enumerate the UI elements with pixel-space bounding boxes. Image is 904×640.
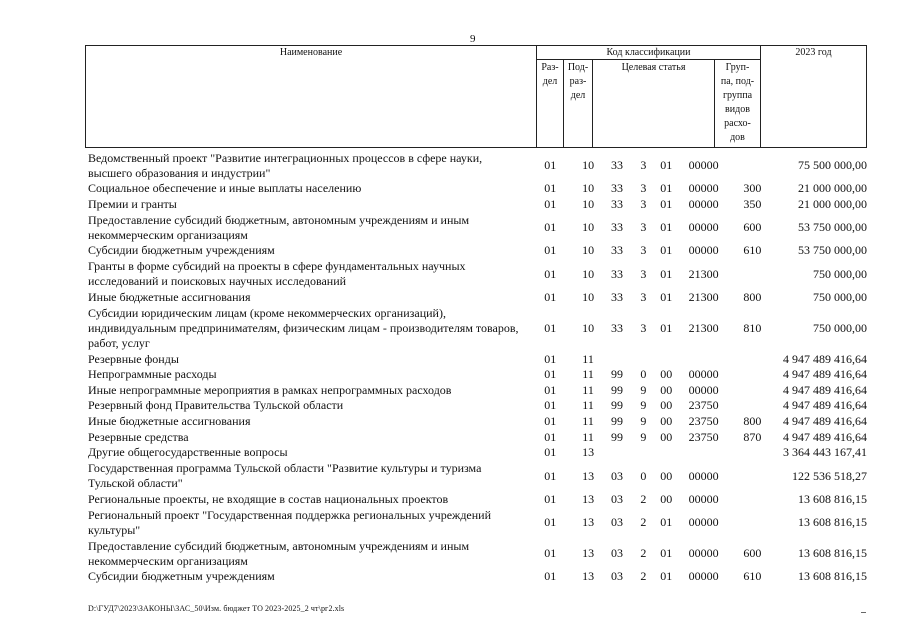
row-razdel: 01 — [544, 196, 557, 211]
header-group-line2: па, под- — [720, 76, 755, 87]
row-target-main: 00 — [660, 398, 673, 413]
header-group-line3: группа — [722, 90, 753, 101]
row-name-line: Региональные проекты, не входящие в состав национальных проектов — [88, 491, 449, 506]
row-razdel: 01 — [544, 367, 557, 382]
row-expense-group: 600 — [743, 546, 762, 561]
header-razdel-line2: дел — [542, 76, 558, 87]
row-expense-group: 300 — [743, 181, 762, 196]
table-row — [85, 429, 867, 445]
row-amount: 13 608 816,15 — [797, 546, 867, 561]
row-amount: 750 000,00 — [812, 266, 867, 281]
row-podrazdel: 11 — [582, 429, 594, 444]
header-razdel-line1: Раз- — [541, 62, 559, 73]
scan-mark — [861, 612, 866, 613]
row-razdel: 01 — [544, 569, 557, 584]
table-row — [85, 507, 867, 538]
row-target-program: 33 — [610, 158, 623, 172]
row-razdel: 01 — [544, 445, 557, 460]
row-name — [85, 430, 526, 445]
row-target-program: 03 — [610, 515, 623, 530]
row-target-program: 99 — [610, 367, 623, 382]
header-group-line4: видов — [725, 104, 750, 115]
table-row — [85, 197, 867, 213]
row-target-main: 01 — [660, 569, 673, 584]
row-target-sub: 3 — [640, 181, 647, 196]
row-name-line: работ, услуг — [88, 335, 150, 350]
row-target-direction: 00000 — [688, 468, 719, 483]
row-podrazdel: 11 — [582, 351, 594, 366]
row-amount: 13 608 816,15 — [797, 569, 867, 584]
table-row — [85, 290, 867, 306]
row-target-direction: 00000 — [688, 382, 719, 397]
row-name — [85, 492, 526, 507]
header-year: 2023 год — [795, 47, 832, 58]
header-group-line1: Груп- — [725, 62, 750, 73]
header-target-cell — [592, 59, 715, 148]
header-name-cell — [85, 45, 537, 148]
row-name-line: Резервные фонды — [88, 351, 179, 366]
row-razdel: 01 — [544, 181, 557, 196]
row-target-program: 03 — [610, 468, 623, 483]
row-target-direction: 23750 — [688, 429, 719, 444]
row-amount: 4 947 489 416,64 — [782, 382, 867, 397]
row-target-program: 99 — [610, 398, 623, 413]
row-name-line: Субсидии юридическим лицам (кроме некоммерческих организаций), — [88, 305, 446, 320]
row-podrazdel: 10 — [582, 243, 595, 258]
row-razdel: 01 — [544, 290, 557, 305]
row-amount: 4 947 489 416,64 — [782, 351, 867, 366]
row-amount: 21 000 000,00 — [797, 181, 867, 196]
row-name-line: Предоставление субсидий бюджетным, автономным учреждениям и иным — [88, 538, 470, 553]
table-header — [85, 45, 867, 148]
row-target-direction: 21300 — [688, 266, 719, 281]
row-expense-group: 810 — [743, 320, 762, 335]
row-target-direction: 00000 — [688, 491, 719, 506]
row-name — [85, 445, 526, 460]
row-name — [85, 398, 526, 413]
table-row — [85, 305, 867, 351]
header-code-cell — [536, 45, 761, 60]
row-razdel: 01 — [544, 414, 557, 429]
row-amount: 53 750 000,00 — [797, 243, 867, 258]
row-expense-group: 600 — [743, 220, 762, 235]
row-podrazdel: 10 — [582, 181, 595, 196]
row-target-direction: 21300 — [688, 320, 719, 335]
row-expense-group: 800 — [743, 414, 762, 429]
row-amount: 4 947 489 416,64 — [782, 398, 867, 413]
row-target-main: 01 — [660, 290, 673, 305]
row-target-sub: 3 — [640, 243, 647, 258]
row-target-main: 01 — [660, 515, 673, 530]
row-podrazdel: 11 — [582, 382, 594, 397]
row-target-program: 33 — [610, 320, 623, 335]
row-amount: 122 536 518,27 — [791, 468, 867, 483]
row-target-sub: 3 — [640, 320, 647, 335]
table-row — [85, 398, 867, 414]
row-name — [85, 197, 526, 212]
row-name-line: индивидуальным предпринимателям, физическим лицам - производителям товаров, — [88, 320, 519, 335]
row-target-sub: 0 — [640, 468, 647, 483]
header-podrazdel-cell — [563, 59, 593, 148]
row-razdel: 01 — [544, 382, 557, 397]
row-target-program: 99 — [610, 382, 623, 397]
row-target-program: 03 — [610, 569, 623, 584]
row-podrazdel: 10 — [582, 158, 595, 172]
row-target-direction: 23750 — [688, 398, 719, 413]
table-row — [85, 492, 867, 508]
row-podrazdel: 13 — [582, 468, 595, 483]
row-expense-group: 350 — [743, 196, 762, 211]
table-body — [85, 150, 867, 585]
row-name — [85, 181, 526, 196]
row-target-program: 99 — [610, 429, 623, 444]
row-target-sub: 9 — [640, 414, 647, 429]
row-target-direction: 21300 — [688, 290, 719, 305]
row-razdel: 01 — [544, 158, 557, 172]
row-amount: 3 364 443 167,41 — [782, 445, 867, 460]
row-target-program: 33 — [610, 181, 623, 196]
row-name-line: Иные бюджетные ассигнования — [88, 290, 251, 305]
row-name-line: Социальное обеспечение и иные выплаты населению — [88, 181, 362, 196]
row-name-line: Резервный фонд Правительства Тульской области — [88, 398, 344, 413]
row-target-direction: 00000 — [688, 546, 719, 561]
table-row — [85, 445, 867, 461]
row-podrazdel: 13 — [582, 445, 595, 460]
row-name-line: высшего образования и индустрии" — [88, 165, 271, 180]
row-razdel: 01 — [544, 351, 557, 366]
row-target-main: 00 — [660, 367, 673, 382]
header-podrazdel-line2: раз- — [569, 76, 587, 87]
row-target-direction: 00000 — [688, 243, 719, 258]
row-name-line: Государственная программа Тульской области "Развитие культуры и туризма — [88, 461, 482, 476]
row-target-direction: 00000 — [688, 220, 719, 235]
header-code-classification: Код классификации — [606, 47, 691, 58]
row-amount: 4 947 489 416,64 — [782, 429, 867, 444]
row-expense-group: 610 — [743, 569, 762, 584]
table-row — [85, 212, 867, 243]
row-name — [85, 508, 526, 538]
row-name — [85, 352, 526, 367]
row-target-main: 01 — [660, 320, 673, 335]
row-target-direction: 00000 — [688, 181, 719, 196]
row-amount: 4 947 489 416,64 — [782, 414, 867, 429]
header-target: Целевая статья — [621, 62, 686, 73]
row-name-line: Предоставление субсидий бюджетным, автономным учреждениям и иным — [88, 212, 470, 227]
row-podrazdel: 10 — [582, 196, 595, 211]
row-name — [85, 306, 526, 351]
row-name — [85, 539, 526, 569]
row-amount: 4 947 489 416,64 — [782, 367, 867, 382]
row-target-sub: 3 — [640, 220, 647, 235]
row-razdel: 01 — [544, 243, 557, 258]
row-name-line: исследований и поисковых научных исследований — [88, 274, 347, 289]
row-target-sub: 9 — [640, 398, 647, 413]
row-target-main: 00 — [660, 468, 673, 483]
row-target-main: 00 — [660, 429, 673, 444]
table-row — [85, 181, 867, 197]
row-podrazdel: 10 — [582, 266, 595, 281]
row-target-sub: 0 — [640, 367, 647, 382]
row-name-line: Гранты в форме субсидий на проекты в сфере фундаментальных научных — [88, 259, 466, 274]
row-target-main: 01 — [660, 220, 673, 235]
header-podrazdel-line1: Под- — [567, 62, 589, 73]
row-target-main: 01 — [660, 546, 673, 561]
row-podrazdel: 13 — [582, 515, 595, 530]
row-name — [85, 243, 526, 258]
row-podrazdel: 11 — [582, 367, 594, 382]
row-target-main: 00 — [660, 491, 673, 506]
row-name-line: Иные бюджетные ассигнования — [88, 414, 251, 429]
row-name-line: Премии и гранты — [88, 196, 177, 211]
row-name-line: Субсидии бюджетным учреждениям — [88, 569, 275, 584]
header-group-line5: расхо- — [724, 118, 751, 129]
row-target-sub: 3 — [640, 158, 647, 172]
row-name-line: Тульской области" — [88, 476, 183, 491]
row-name-line: Непрограммные расходы — [88, 367, 217, 382]
file-path-footer: D:\ГУД7\2023\ЗАКОНЫ\ЗАС_50\Изм. бюджет ТО 2023-2025_2 чт\рг2.xls — [88, 604, 345, 613]
row-target-program: 33 — [610, 196, 623, 211]
row-target-main: 00 — [660, 414, 673, 429]
row-target-main: 00 — [660, 382, 673, 397]
table-row — [85, 538, 867, 569]
row-name — [85, 259, 526, 289]
row-target-sub: 2 — [640, 546, 647, 561]
row-razdel: 01 — [544, 320, 557, 335]
row-razdel: 01 — [544, 546, 557, 561]
row-target-sub: 3 — [640, 266, 647, 281]
row-podrazdel: 10 — [582, 220, 595, 235]
table-row — [85, 414, 867, 430]
row-target-direction: 00000 — [688, 515, 719, 530]
row-target-sub: 2 — [640, 515, 647, 530]
header-razdel-cell — [536, 59, 564, 148]
row-razdel: 01 — [544, 515, 557, 530]
row-name-line: Другие общегосударственные вопросы — [88, 445, 288, 460]
row-razdel: 01 — [544, 491, 557, 506]
row-podrazdel: 11 — [582, 398, 594, 413]
row-amount: 13 608 816,15 — [797, 515, 867, 530]
row-name — [85, 151, 526, 181]
row-razdel: 01 — [544, 266, 557, 281]
row-target-program: 33 — [610, 243, 623, 258]
row-target-program: 33 — [610, 220, 623, 235]
row-target-direction: 23750 — [688, 414, 719, 429]
row-name-line: Резервные средства — [88, 429, 189, 444]
row-podrazdel: 13 — [582, 491, 595, 506]
table-row — [85, 351, 867, 367]
row-target-direction: 00000 — [688, 196, 719, 211]
row-target-direction: 00000 — [688, 569, 719, 584]
row-amount: 750 000,00 — [812, 290, 867, 305]
row-amount: 75 500 000,00 — [797, 158, 867, 172]
row-name-line: Ведомственный проект "Развитие интеграционных процессов в сфере науки, — [88, 150, 483, 165]
row-target-main: 01 — [660, 266, 673, 281]
row-target-sub: 3 — [640, 196, 647, 211]
table-row — [85, 461, 867, 492]
table-row — [85, 150, 867, 181]
row-name-line: культуры" — [88, 522, 141, 537]
row-podrazdel: 13 — [582, 569, 595, 584]
row-name — [85, 461, 526, 491]
row-target-sub: 9 — [640, 382, 647, 397]
row-target-main: 01 — [660, 243, 673, 258]
row-razdel: 01 — [544, 468, 557, 483]
row-name-line: Иные непрограммные мероприятия в рамках непрограммных расходов — [88, 382, 452, 397]
row-name — [85, 414, 526, 429]
row-name-line: Субсидии бюджетным учреждениям — [88, 243, 275, 258]
table-row — [85, 243, 867, 259]
row-target-program: 03 — [610, 546, 623, 561]
row-expense-group: 610 — [743, 243, 762, 258]
page-number: 9 — [470, 33, 476, 45]
header-year-cell — [760, 45, 867, 148]
row-podrazdel: 13 — [582, 546, 595, 561]
header-group-line6: дов — [730, 132, 745, 143]
row-name-line: Региональный проект "Государственная поддержка региональных учреждений — [88, 507, 492, 522]
table-row — [85, 383, 867, 399]
row-amount: 750 000,00 — [812, 320, 867, 335]
row-podrazdel: 10 — [582, 320, 595, 335]
row-target-program: 99 — [610, 414, 623, 429]
row-expense-group: 870 — [743, 429, 762, 444]
table-row — [85, 367, 867, 383]
row-target-main: 01 — [660, 196, 673, 211]
header-podrazdel-line3: дел — [570, 90, 586, 101]
row-target-sub: 2 — [640, 569, 647, 584]
row-name-line: некоммерческим организациям — [88, 227, 248, 242]
row-target-direction: 00000 — [688, 158, 719, 172]
row-target-sub: 9 — [640, 429, 647, 444]
row-name — [85, 213, 526, 243]
row-name — [85, 367, 526, 382]
row-expense-group: 800 — [743, 290, 762, 305]
row-razdel: 01 — [544, 429, 557, 444]
row-name — [85, 383, 526, 398]
row-amount: 13 608 816,15 — [797, 491, 867, 506]
row-podrazdel: 11 — [582, 414, 594, 429]
table-row — [85, 569, 867, 585]
row-razdel: 01 — [544, 220, 557, 235]
row-name — [85, 290, 526, 305]
row-target-direction: 00000 — [688, 367, 719, 382]
row-razdel: 01 — [544, 398, 557, 413]
row-target-sub: 3 — [640, 290, 647, 305]
row-name — [85, 569, 526, 584]
header-name: Наименование — [279, 47, 343, 58]
row-target-program: 33 — [610, 290, 623, 305]
row-amount: 21 000 000,00 — [797, 196, 867, 211]
header-group-cell — [714, 59, 761, 148]
row-podrazdel: 10 — [582, 290, 595, 305]
row-target-main: 01 — [660, 181, 673, 196]
row-amount: 53 750 000,00 — [797, 220, 867, 235]
row-target-main: 01 — [660, 158, 673, 172]
row-target-program: 33 — [610, 266, 623, 281]
table-row — [85, 259, 867, 290]
row-target-sub: 2 — [640, 491, 647, 506]
row-target-program: 03 — [610, 491, 623, 506]
row-name-line: некоммерческим организациям — [88, 553, 248, 568]
